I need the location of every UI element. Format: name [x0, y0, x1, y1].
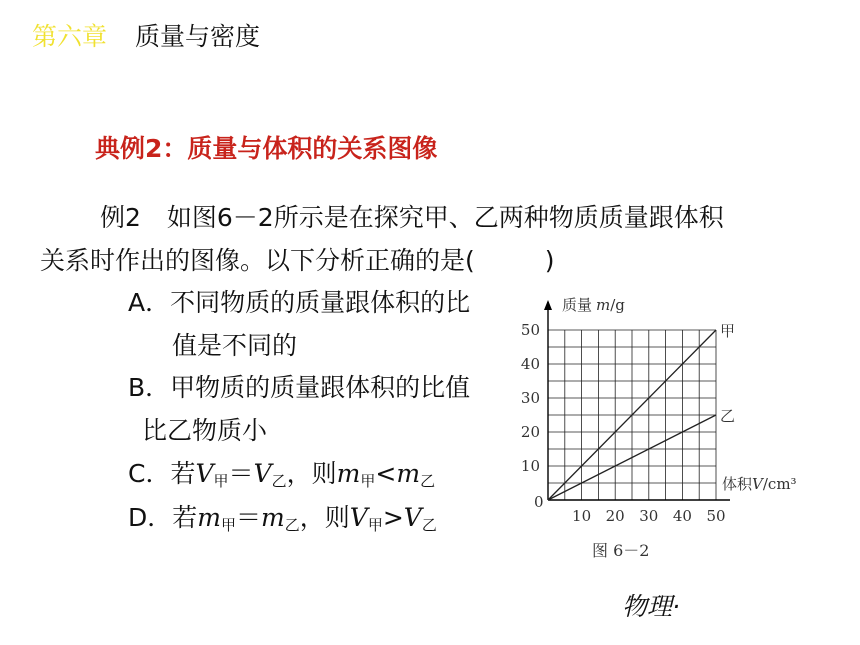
- option-c: C．若$V_甲=V_乙$，则$m_甲<m_乙$: [128, 459, 436, 490]
- option-a-line-1: A．不同物质的质量跟体积的比: [128, 288, 471, 317]
- x-tick-label: 10: [572, 507, 592, 525]
- option-d: D．若$m_甲=m_乙$，则$V_甲>V_乙$: [128, 503, 437, 534]
- chart-labels: [521, 296, 797, 560]
- series-label: 甲: [720, 322, 736, 340]
- chapter-title: 质量与密度: [135, 22, 261, 51]
- question-close-paren: ): [544, 246, 555, 275]
- origin-label: 0: [534, 493, 544, 511]
- section-heading: 典例2：质量与体积的关系图像: [95, 134, 438, 163]
- chapter-number: 第六章: [32, 22, 108, 51]
- option-b-line-2: 比乙物质小: [142, 416, 268, 445]
- question-line-1: [100, 201, 724, 235]
- y-tick-label: 30: [520, 389, 540, 407]
- mass-volume-chart: [518, 288, 818, 568]
- y-tick-label: 40: [520, 355, 540, 373]
- series-label: 乙: [720, 407, 736, 425]
- x-tick-label: 40: [672, 507, 692, 525]
- y-tick-label: 10: [520, 457, 540, 475]
- question-text-2: 关系时作出的图像。以下分析正确的是(: [40, 246, 475, 275]
- question-line-2: [40, 244, 555, 278]
- x-tick-label: 30: [639, 507, 659, 525]
- y-tick-label: 50: [520, 321, 540, 339]
- question-text-1: 如图6－2所示是在探究甲、乙两种物质质量跟体积: [166, 203, 724, 232]
- chart-caption: 图 6－2: [592, 541, 650, 560]
- question-label: 例2: [100, 203, 141, 232]
- option-a-line-2: 值是不同的: [172, 331, 298, 360]
- y-axis-arrow: [544, 300, 552, 310]
- y-tick-label: 20: [520, 423, 540, 441]
- y-axis-label: 质量 m/g: [562, 296, 625, 314]
- x-tick-label: 20: [605, 507, 625, 525]
- chapter-header: [32, 20, 260, 54]
- x-tick-label: 50: [706, 507, 726, 525]
- option-b-line-1: B．甲物质的质量跟体积的比值: [128, 373, 471, 402]
- footer-subject: 物理·: [622, 592, 680, 621]
- x-axis-label: 体积V/cm³: [722, 475, 797, 493]
